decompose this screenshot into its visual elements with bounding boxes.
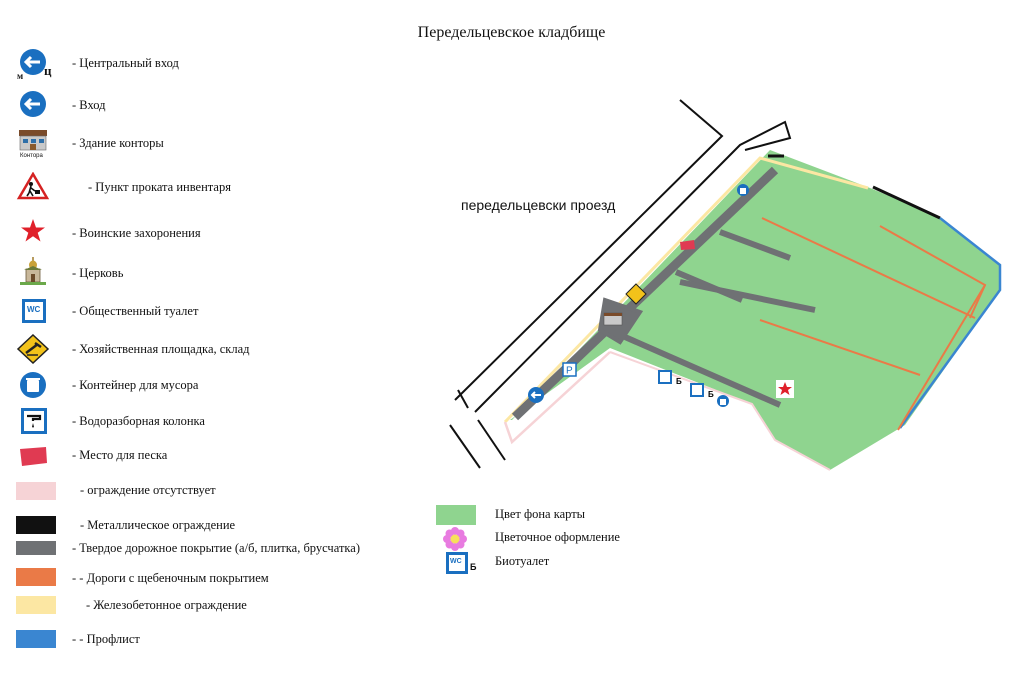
bio-toilet-marker-suffix-2: Б bbox=[708, 390, 714, 399]
legend-label: Биотуалет bbox=[495, 554, 550, 568]
legend-label: - Воинские захоронения bbox=[72, 226, 201, 240]
central-entrance-letter: ц bbox=[44, 63, 52, 78]
legend-label: - Твердое дорожное покрытие (а/б, плитка, брусчатка) bbox=[72, 541, 361, 555]
bio-toilet-marker-icon-2 bbox=[690, 383, 704, 397]
legend-label: - Контейнер для мусора bbox=[72, 378, 199, 392]
trash-marker-icon bbox=[737, 184, 749, 196]
legend-label: - Хозяйственная площадка, склад bbox=[72, 342, 250, 356]
legend-label: Цвет фона карты bbox=[495, 507, 586, 521]
entrance-marker-icon bbox=[528, 387, 544, 403]
parking-icon bbox=[563, 363, 576, 377]
toilet-icon-text: WC bbox=[27, 305, 41, 314]
bio-toilet-marker-icon bbox=[658, 370, 672, 384]
page-title: Передельцевское кладбище bbox=[417, 24, 606, 41]
legend-label: - Железобетонное ограждение bbox=[86, 598, 247, 612]
trash-marker-icon-2 bbox=[717, 395, 729, 407]
legend-label: - ограждение отсутствует bbox=[80, 483, 216, 497]
legend-label: Цветочное оформление bbox=[495, 530, 620, 544]
legend2-item-flower bbox=[432, 526, 732, 552]
legend-label: - - Дороги с щебеночным покрытием bbox=[72, 571, 269, 585]
legend-label: - Пункт проката инвентаря bbox=[88, 180, 231, 194]
bio-toilet-marker-suffix: Б bbox=[676, 377, 682, 386]
military-star-marker-icon bbox=[776, 380, 794, 398]
map-bg-swatch bbox=[436, 505, 476, 525]
road-label: передельцевски проезд bbox=[461, 197, 616, 213]
legend-label: - Место для песка bbox=[72, 448, 168, 462]
legend2-item-bio-toilet bbox=[432, 550, 732, 576]
legend-label: - - Профлист bbox=[72, 632, 140, 646]
bio-toilet-icon-text: WC bbox=[450, 558, 462, 565]
central-entrance-sub: м bbox=[17, 71, 24, 81]
street-outline-lower bbox=[450, 425, 480, 468]
legend-label: - Церковь bbox=[72, 266, 124, 280]
street-outline-lower-2 bbox=[478, 420, 505, 460]
legend-label: - Металлическое ограждение bbox=[80, 518, 236, 532]
legend-label: - Здание конторы bbox=[72, 136, 164, 150]
office-icon-text: Контора bbox=[20, 153, 43, 159]
sand-marker-icon bbox=[680, 240, 695, 250]
flower-icon bbox=[442, 526, 468, 552]
parking-letter: P bbox=[566, 365, 573, 377]
legend-label: - Общественный туалет bbox=[72, 304, 199, 318]
bio-toilet-icon bbox=[446, 552, 468, 574]
office-marker-icon bbox=[604, 313, 622, 325]
legend-label: - Водоразборная колонка bbox=[72, 414, 205, 428]
legend-label: - Центральный вход bbox=[72, 56, 179, 70]
bio-toilet-icon-sub: Б bbox=[470, 562, 477, 572]
legend-label: - Вход bbox=[72, 98, 106, 112]
